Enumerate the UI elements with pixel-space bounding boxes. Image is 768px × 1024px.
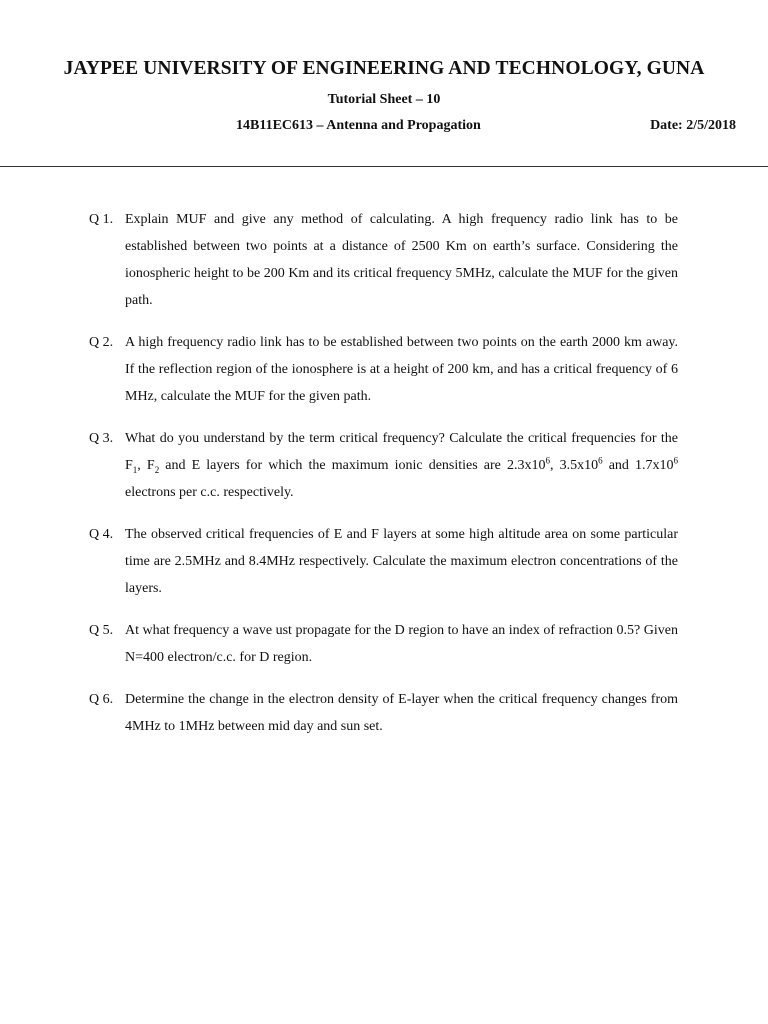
question-text: At what frequency a wave ust propagate for the D region to have an index of refraction 0.5? Given N=400 electron/c.c. for D region. — [125, 623, 678, 665]
question-text: A high frequency radio link has to be established between two points on the earth 2000 km away. If the reflection region of the ionosphere is at a height of 200 km, and has a critical frequency of 6 MHz, calculate the MUF for the given path. — [125, 335, 678, 404]
question-2 — [89, 329, 678, 410]
question-number: Q 6. — [89, 692, 114, 707]
tutorial-sheet-title: Tutorial Sheet – 10 — [327, 92, 441, 107]
question-number: Q 2. — [89, 335, 114, 350]
header-divider — [0, 166, 768, 167]
question-3 — [89, 425, 678, 506]
question-5 — [89, 617, 678, 671]
question-text: Explain MUF and give any method of calculating. A high frequency radio link has to be established between two points at a distance of 2500 Km on earth’s surface. Considering the ionospheric height to be 200 Km and its critical frequency 5MHz, calculate the MUF for the given path. — [125, 212, 678, 308]
question-number: Q 5. — [89, 623, 114, 638]
question-number: Q 1. — [89, 212, 114, 227]
question-number: Q 3. — [89, 431, 114, 446]
question-text: What do you understand by the term critical frequency? Calculate the critical frequencies for the $F_1$, $F_2$ and E layers for which the maximum ionic densities are $2.3x10^6$, $3.5x10^6$ and $1.7x10^6$ electrons per c.c. respectively. — [125, 431, 679, 500]
question-4 — [89, 521, 678, 602]
question-text: Determine the change in the electron density of E-layer when the critical frequency changes from 4MHz to 1MHz between mid day and sun set. — [125, 692, 678, 734]
question-1 — [89, 206, 678, 314]
question-text: The observed critical frequencies of E and F layers at some high altitude area on some particular time are 2.5MHz and 8.4MHz respectively. Calculate the maximum electron concentrations of the layers. — [125, 527, 678, 596]
question-number: Q 4. — [89, 527, 114, 542]
university-title: JAYPEE UNIVERSITY OF ENGINEERING AND TECHNOLOGY, GUNA — [63, 58, 705, 79]
sheet-date: Date: 2/5/2018 — [650, 118, 736, 133]
question-6 — [89, 686, 678, 740]
course-code: 14B11EC613 – Antenna and Propagation — [236, 118, 481, 133]
